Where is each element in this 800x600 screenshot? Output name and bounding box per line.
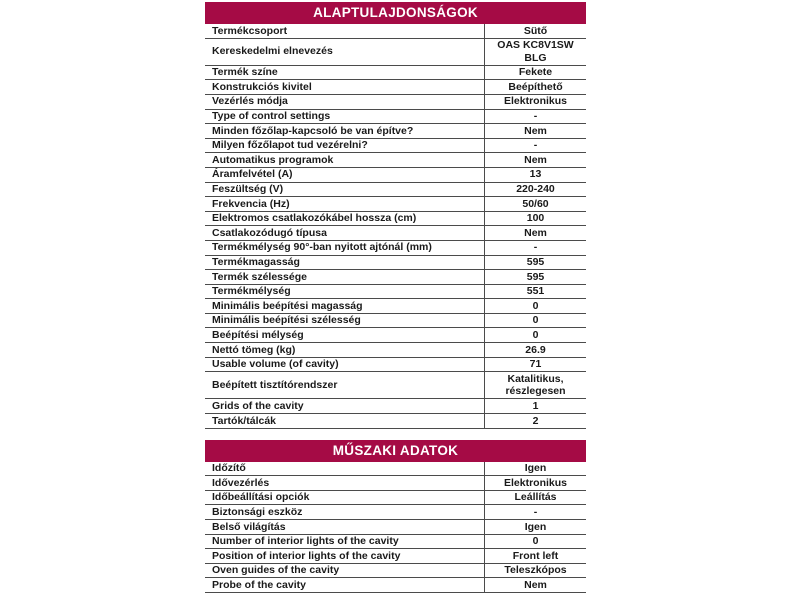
table-row: [205, 328, 586, 343]
table-row: [205, 549, 586, 564]
spec-value: 100: [484, 212, 586, 226]
spec-label: Kereskedelmi elnevezés: [212, 45, 333, 58]
spec-value: -: [484, 505, 586, 519]
spec-value: 1: [484, 399, 586, 413]
table-row: [205, 168, 586, 183]
spec-label: Termék színe: [212, 66, 278, 79]
spec-label: Áramfelvétel (A): [212, 168, 293, 181]
basic-properties-table: [205, 2, 586, 429]
spec-label: Position of interior lights of the cavity: [212, 549, 401, 562]
spec-value: Igen: [484, 462, 586, 476]
spec-label: Grids of the cavity: [212, 399, 304, 412]
spec-label: Termékmagasság: [212, 256, 300, 268]
spec-label: Usable volume (of cavity): [212, 358, 339, 371]
spec-value: Nem: [484, 124, 586, 138]
spec-value: 220-240: [484, 183, 586, 197]
table-row: [205, 414, 586, 429]
spec-label: Type of control settings: [212, 110, 331, 123]
table-row: [205, 505, 586, 520]
spec-value: Leállítás: [484, 491, 586, 505]
table-row: [205, 197, 586, 212]
spec-label: Number of interior lights of the cavity: [212, 535, 399, 548]
table-row: [205, 358, 586, 373]
spec-value: Katalitikus, részlegesen: [484, 372, 586, 398]
spec-label: Konstrukciós kivitel: [212, 80, 312, 93]
spec-value: Nem: [484, 578, 586, 592]
table-row: [205, 270, 586, 285]
technical-data-table: [205, 440, 586, 593]
spec-value: 0: [484, 535, 586, 549]
spec-label: Termék szélessége: [212, 270, 307, 283]
spec-value: Front left: [484, 549, 586, 563]
table-row: [205, 343, 586, 358]
spec-label: Idővezérlés: [212, 476, 270, 489]
spec-label: Termékmélység: [212, 285, 291, 298]
technical-data-rows: [205, 462, 586, 593]
table-row: [205, 314, 586, 329]
spec-label: Termékcsoport: [212, 24, 288, 37]
spec-value: Elektronikus: [484, 476, 586, 490]
table-row: [205, 520, 586, 535]
spec-label: Probe of the cavity: [212, 578, 306, 591]
table-row: [205, 66, 586, 81]
table-row: [205, 399, 586, 414]
table-row: [205, 372, 586, 399]
spec-label: Tartók/tálcák: [212, 414, 276, 427]
spec-value: 0: [484, 314, 586, 328]
spec-label: Oven guides of the cavity: [212, 564, 340, 577]
spec-label: Minimális beépítési magasság: [212, 299, 363, 312]
spec-value: -: [484, 139, 586, 153]
spec-label: Elektromos csatlakozókábel hossza (cm): [212, 212, 417, 225]
table-row: [205, 24, 586, 39]
spec-value: Nem: [484, 226, 586, 240]
spec-label: Frekvencia (Hz): [212, 197, 290, 210]
spec-value: 0: [484, 299, 586, 313]
spec-label: Belső világítás: [212, 520, 286, 533]
spec-label: Csatlakozódugó típusa: [212, 226, 327, 239]
spec-value: Fekete: [484, 66, 586, 80]
spec-label: Biztonsági eszköz: [212, 505, 303, 518]
table-row: [205, 183, 586, 198]
basic-properties-title: ALAPTULAJDONSÁGOK: [205, 2, 586, 24]
table-row: [205, 564, 586, 579]
spec-label: Termékmélység 90°-ban nyitott ajtónál (mm): [212, 241, 432, 254]
spec-value: 2: [484, 414, 586, 428]
table-row: [205, 80, 586, 95]
spec-label: Feszültség (V): [212, 183, 284, 196]
spec-label: Minimális beépítési szélesség: [212, 314, 361, 327]
spec-value: Sütő: [484, 24, 586, 38]
table-row: [205, 139, 586, 154]
table-row: [205, 285, 586, 300]
spec-value: 595: [484, 270, 586, 284]
spec-label: Időbeállítási opciók: [212, 491, 310, 504]
spec-value: 71: [484, 358, 586, 372]
table-row: [205, 462, 586, 477]
product-spec-sheet: [205, 2, 586, 593]
spec-label: Beépítési mélység: [212, 328, 304, 341]
spec-label: Vezérlés módja: [212, 95, 288, 108]
spec-value: Beépíthető: [484, 80, 586, 94]
table-row: [205, 39, 586, 66]
spec-value: Elektronikus: [484, 95, 586, 109]
table-row: [205, 110, 586, 125]
spec-value: 595: [484, 256, 586, 270]
table-row: [205, 124, 586, 139]
spec-value: 50/60: [484, 197, 586, 211]
table-row: [205, 535, 586, 550]
spec-label: Automatikus programok: [212, 153, 334, 166]
spec-value: Nem: [484, 153, 586, 167]
table-row: [205, 476, 586, 491]
spec-label: Időzítő: [212, 462, 246, 475]
table-row: [205, 578, 586, 593]
table-row: [205, 299, 586, 314]
spec-value: -: [484, 110, 586, 124]
table-row: [205, 212, 586, 227]
table-row: [205, 241, 586, 256]
technical-data-title: MŰSZAKI ADATOK: [205, 440, 586, 462]
basic-properties-rows: [205, 24, 586, 429]
spec-value: 13: [484, 168, 586, 182]
table-row: [205, 95, 586, 110]
spec-label: Beépített tisztítórendszer: [212, 379, 338, 392]
table-row: [205, 226, 586, 241]
spec-value: -: [484, 241, 586, 255]
table-row: [205, 153, 586, 168]
spec-value: Igen: [484, 520, 586, 534]
table-row: [205, 491, 586, 506]
table-row: [205, 256, 586, 271]
spec-label: Nettó tömeg (kg): [212, 343, 296, 356]
spec-label: Minden főzőlap-kapcsoló be van építve?: [212, 124, 414, 137]
spec-value: OAS KC8V1SW BLG: [484, 39, 586, 65]
spec-value: 551: [484, 285, 586, 299]
spec-value: Teleszkópos: [484, 564, 586, 578]
spec-value: 0: [484, 328, 586, 342]
spec-label: Milyen főzőlapot tud vezérelni?: [212, 139, 368, 152]
spec-value: 26.9: [484, 343, 586, 357]
